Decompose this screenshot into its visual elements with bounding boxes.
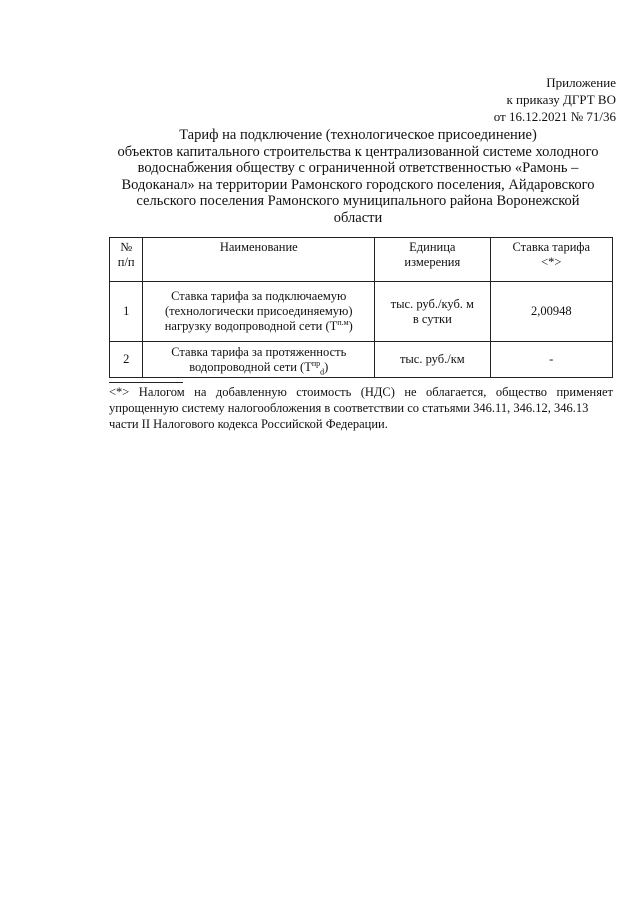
tariff-symbol: $T^{п.м}$ — [329, 317, 349, 333]
row-unit: тыс. руб./км — [375, 342, 490, 378]
header-cell-name: Наименование — [143, 238, 375, 282]
table-header-row — [110, 238, 613, 282]
footnote-word: Налогом — [138, 385, 185, 399]
title-line: области — [333, 209, 383, 226]
footnote-word: на — [194, 385, 207, 399]
order-date-number: от 16.12.2021 № 71/36 — [493, 109, 616, 124]
footnote-word: общество — [495, 385, 548, 399]
tariff-symbol: $T^{пр}_d$ — [304, 358, 325, 376]
table-row — [110, 282, 613, 342]
footnote-word: (НДС) — [360, 385, 395, 399]
row-rate: - — [490, 342, 612, 378]
footnote-word: стоимость — [296, 385, 352, 399]
row-number: 2 — [110, 342, 143, 378]
footnote-word: добавленную — [215, 385, 287, 399]
row-name: Ставка тарифа за подключаемую (технологически присоединяемую) нагрузку водопроводной сети $(T^{п.м})$ — [143, 282, 375, 342]
footnote-word: не — [404, 385, 417, 399]
footnote-word: применяет — [556, 385, 613, 399]
row-unit: тыс. руб./куб. м в сутки — [375, 282, 490, 342]
row-rate: 2,00948 — [490, 282, 612, 342]
footnote-line — [109, 384, 613, 400]
title-line: водоснабжения обществу с ограниченной ответственностью «Рамонь – — [137, 160, 579, 176]
footnote-divider — [109, 382, 183, 383]
header-cell-rate: Ставка тарифа <*> — [490, 238, 612, 282]
row-name: Ставка тарифа за протяженность водопроводной сети $(T^{пр}_d)$ — [143, 342, 375, 378]
footnote-word: облагается, — [426, 385, 487, 399]
appendix-header — [494, 74, 616, 125]
header-cell-number: № п/п — [110, 238, 143, 282]
title-line: сельского поселения Рамонского муниципального района Воронежской — [136, 193, 580, 209]
document-title — [108, 127, 608, 226]
footnote — [109, 384, 613, 432]
appendix-label: Приложение — [546, 75, 616, 90]
row-number: 1 — [110, 282, 143, 342]
tariff-table — [109, 237, 613, 378]
footnote-line: части II Налогового кодекса Российской Федерации. — [109, 417, 388, 431]
footnote-line: упрощенную систему налогообложения в соответствии со статьями 346.11, 346.12, 346.13 — [109, 401, 589, 415]
table-row — [110, 342, 613, 378]
header-cell-unit: Единица измерения — [375, 238, 490, 282]
order-reference: к приказу ДГРТ ВО — [506, 92, 616, 107]
title-line: Тариф на подключение (технологическое присоединение) — [179, 127, 537, 143]
title-line: объектов капитального строительства к централизованной системе холодного — [117, 143, 599, 160]
title-line: Водоканал» на территории Рамонского городского поселения, Айдаровского — [121, 176, 595, 193]
footnote-word: <*> — [109, 385, 130, 399]
